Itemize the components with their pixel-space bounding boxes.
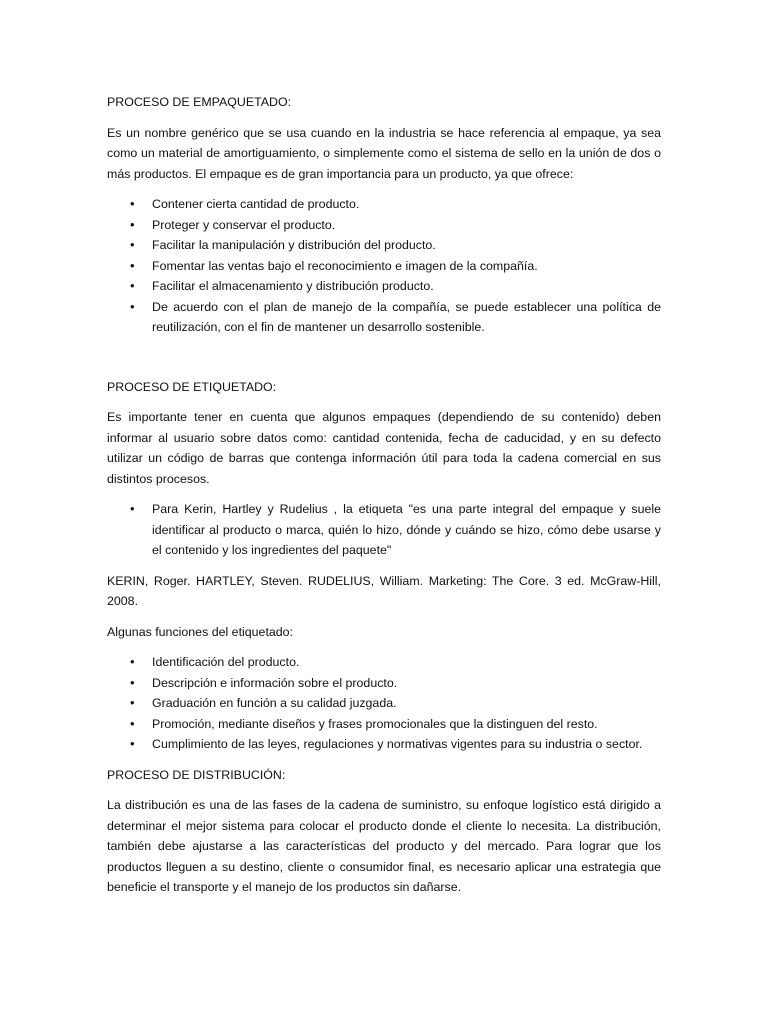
- list-item: • Cumplimiento de las leyes, regulaciones y normativas vigentes para su industria o sector.: [107, 734, 661, 755]
- list-item: • Identificación del producto.: [107, 652, 661, 673]
- section-title-empaquetado: PROCESO DE EMPAQUETADO:: [107, 95, 292, 109]
- list-item: • Fomentar las ventas bajo el reconocimiento e imagen de la compañía.: [107, 256, 661, 277]
- spacer: [107, 348, 661, 377]
- document-content: [107, 92, 661, 908]
- paragraph-etiquetado: Es importante tener en cuenta que algunos empaques (dependiendo de su contenido) deben informar al usuario sobre datos como: cantidad contenida, fecha de caducidad, y en su defecto utilizar un código de barras que contenga información útil para toda la cadena comercial en sus distintos procesos.: [107, 410, 661, 486]
- functions-list: [107, 652, 661, 755]
- paragraph-empaquetado: Es un nombre genérico que se usa cuando en la industria se hace referencia al empaque, ya sea como un material de amortiguamiento, o simplemente como el sistema de sello en la unión de dos o más productos. El empaque es de gran importancia para un producto, ya que ofrece:: [107, 125, 661, 181]
- section-title-distribucion: PROCESO DE DISTRIBUCIÓN:: [107, 767, 286, 782]
- functions-intro: Algunas funciones del etiquetado:: [107, 624, 293, 639]
- quote-item: • Para Kerin, Hartley y Rudelius , la etiqueta "es una parte integral del empaque y suele identificar al producto o marca, quién lo hizo, dónde y cuándo se hizo, cómo debe usarse y el contenido y los ingredientes del paquete": [107, 499, 661, 561]
- list-item: • Contener cierta cantidad de producto.: [107, 194, 661, 215]
- list-item: • Promoción, mediante diseños y frases promocionales que la distinguen del resto.: [107, 714, 661, 735]
- list-item: • Graduación en función a su calidad juzgada.: [107, 693, 661, 714]
- paragraph-distribucion: La distribución es una de las fases de la cadena de suministro, su enfoque logístico está dirigido a determinar el mejor sistema para colocar el producto donde el cliente lo necesita. La distribución, también debe ajustarse a las características del producto y del mercado. Para lograr que los productos lleguen a su destino, cliente o consumidor final, es necesario aplicar una estrategia que beneficie el transporte y el manejo de los productos sin dañarse.: [107, 798, 661, 894]
- list-item: • Proteger y conservar el producto.: [107, 215, 661, 236]
- list-item: • Descripción e información sobre el producto.: [107, 673, 661, 694]
- quote-list-etiquetado: [107, 499, 661, 561]
- bullet-list-empaquetado: [107, 194, 661, 338]
- list-item: • De acuerdo con el plan de manejo de la compañía, se puede establecer una política de reutilización, con el fin de mantener un desarrollo sostenible.: [107, 297, 661, 338]
- reference-citation: KERIN, Roger. HARTLEY, Steven. RUDELIUS, William. Marketing: The Core. 3 ed. McGraw-Hill, 2008.: [107, 573, 661, 608]
- list-item: • Facilitar el almacenamiento y distribución producto.: [107, 276, 661, 297]
- list-item: • Facilitar la manipulación y distribución del producto.: [107, 235, 661, 256]
- section-title-etiquetado: PROCESO DE ETIQUETADO:: [107, 379, 277, 394]
